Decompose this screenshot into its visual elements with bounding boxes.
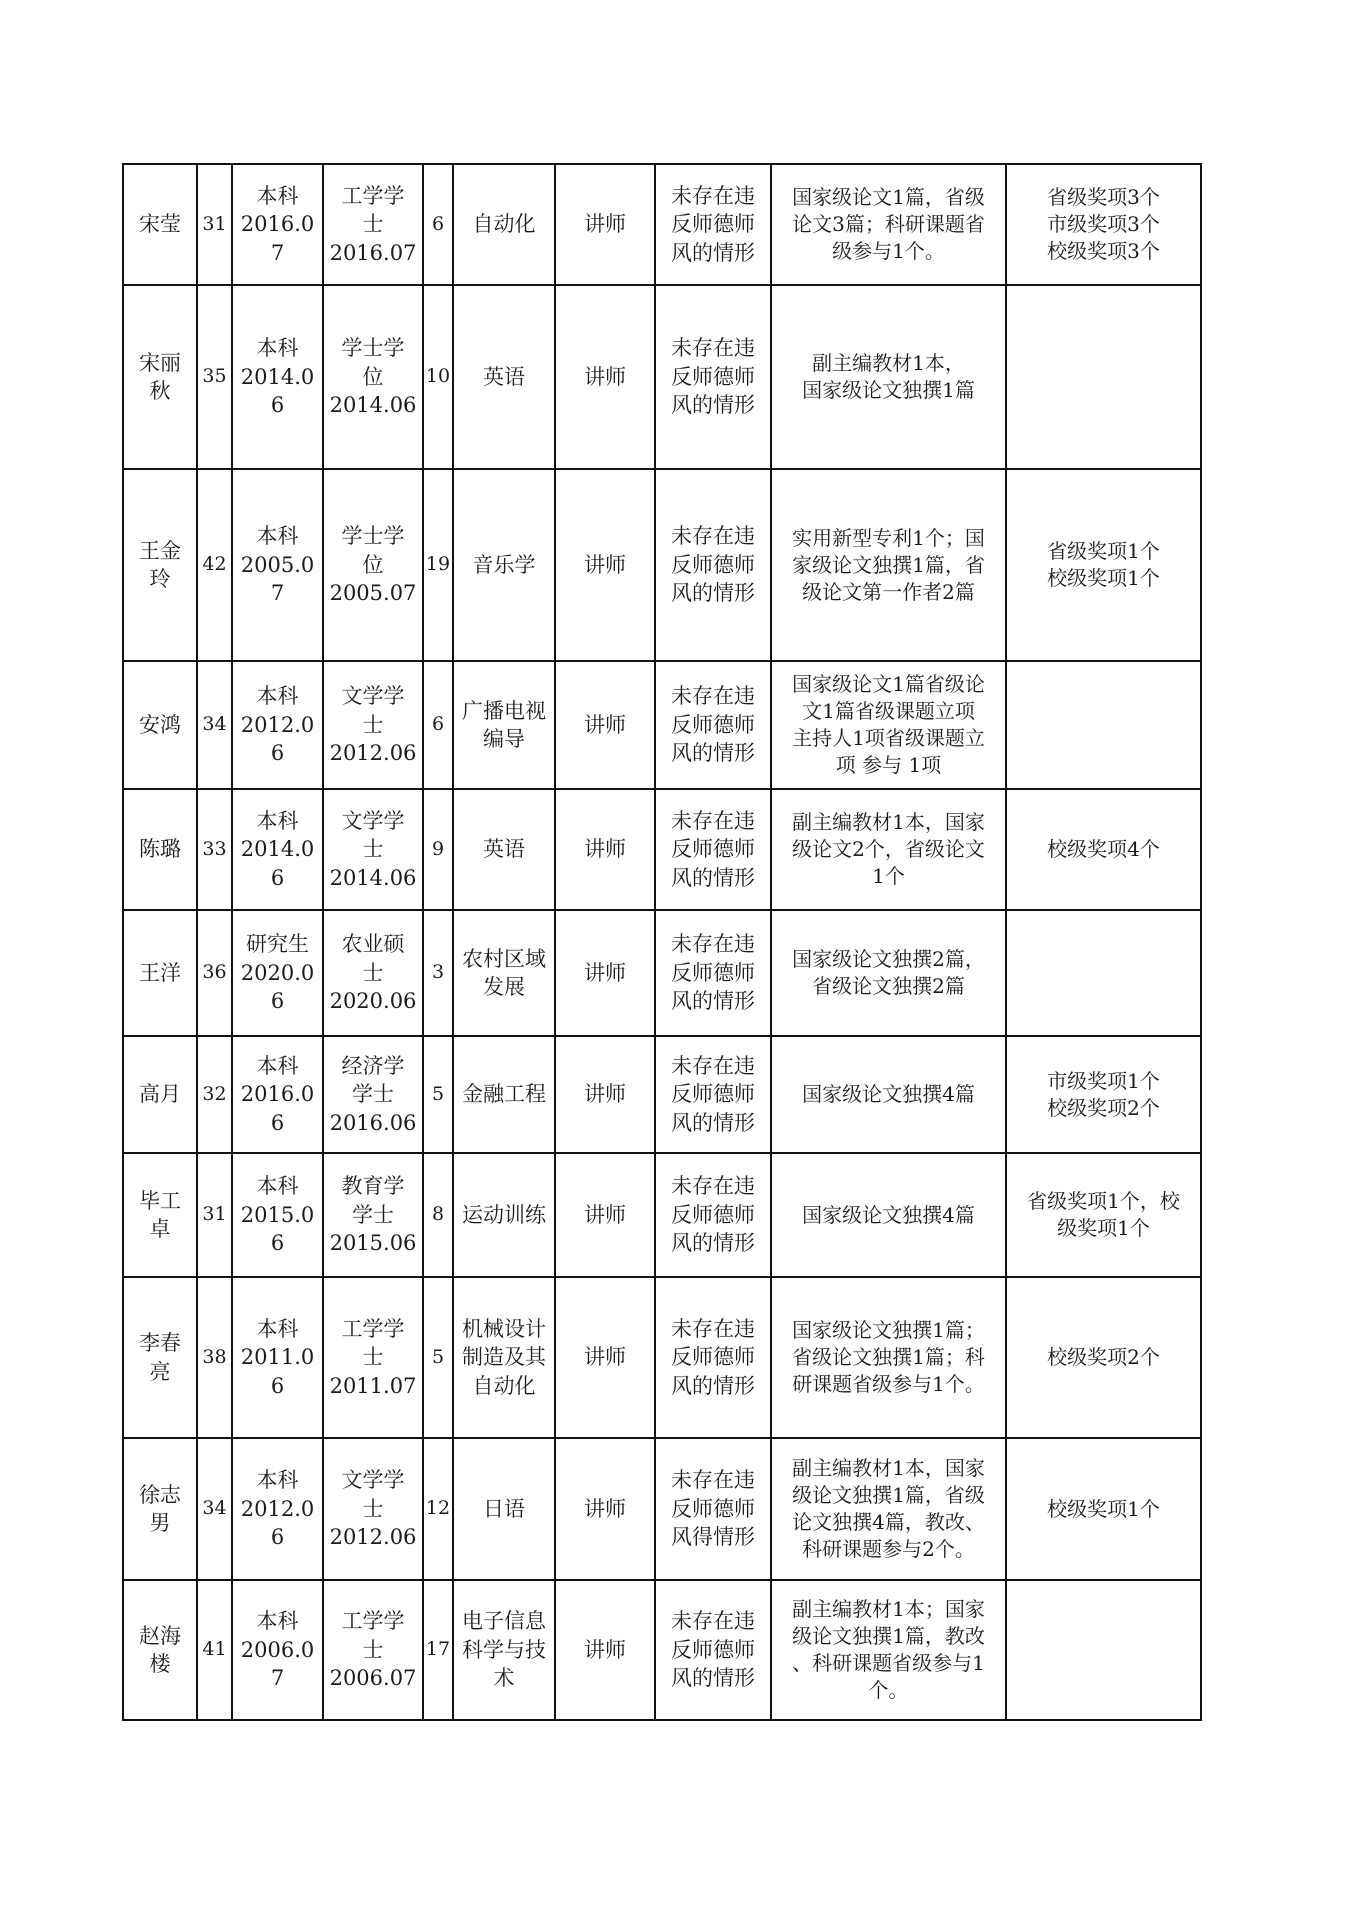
achievements-cell: 副主编教材1本，国家 级论文独撰1篇，省级 论文独撰4篇，教改、 科研课题参与2个。 (771, 1438, 1006, 1580)
age-cell: 38 (197, 1277, 232, 1438)
awards-cell: 省级奖项1个 校级奖项1个 (1006, 469, 1201, 661)
awards-cell: 省级奖项1个，校 级奖项1个 (1006, 1153, 1201, 1277)
title-cell: 讲师 (555, 661, 655, 789)
teaching-years-cell: 10 (423, 285, 453, 469)
achievements-cell: 国家级论文独撰4篇 (771, 1153, 1006, 1277)
title-cell: 讲师 (555, 1036, 655, 1153)
achievements-cell: 国家级论文独撰2篇， 省级论文独撰2篇 (771, 910, 1006, 1036)
age-cell: 35 (197, 285, 232, 469)
education-cell: 本科 2015.06 (232, 1153, 323, 1277)
age-cell: 31 (197, 164, 232, 285)
teacher-table-page (122, 163, 1200, 1721)
table-row (123, 1580, 1201, 1720)
teaching-years-cell: 3 (423, 910, 453, 1036)
education-cell: 本科 2014.06 (232, 285, 323, 469)
ethics-cell: 未存在违 反师德师 风得情形 (655, 1438, 771, 1580)
achievements-cell: 副主编教材1本，国家 级论文2个，省级论文 1个 (771, 789, 1006, 910)
title-cell: 讲师 (555, 164, 655, 285)
major-cell: 英语 (453, 285, 555, 469)
education-cell: 本科 2006.07 (232, 1580, 323, 1720)
teacher-name-cell: 毕工 卓 (123, 1153, 197, 1277)
teacher-name-cell: 宋丽 秋 (123, 285, 197, 469)
achievements-cell: 国家级论文1篇省级论 文1篇省级课题立项 主持人1项省级课题立 项 参与 1项 (771, 661, 1006, 789)
ethics-cell: 未存在违 反师德师 风的情形 (655, 285, 771, 469)
achievements-cell: 副主编教材1本；国家 级论文独撰1篇，教改 、科研课题省级参与1 个。 (771, 1580, 1006, 1720)
awards-cell (1006, 285, 1201, 469)
title-cell: 讲师 (555, 1153, 655, 1277)
education-cell: 本科 2012.06 (232, 1438, 323, 1580)
achievements-cell: 国家级论文1篇，省级 论文3篇；科研课题省 级参与1个。 (771, 164, 1006, 285)
ethics-cell: 未存在违 反师德师 风的情形 (655, 1153, 771, 1277)
table-row (123, 789, 1201, 910)
ethics-cell: 未存在违 反师德师 风的情形 (655, 789, 771, 910)
degree-cell: 工学学 士 2006.07 (323, 1580, 423, 1720)
teaching-years-cell: 12 (423, 1438, 453, 1580)
teaching-years-cell: 17 (423, 1580, 453, 1720)
teacher-name-cell: 徐志 男 (123, 1438, 197, 1580)
title-cell: 讲师 (555, 469, 655, 661)
awards-cell: 省级奖项3个 市级奖项3个 校级奖项3个 (1006, 164, 1201, 285)
major-cell: 日语 (453, 1438, 555, 1580)
awards-cell (1006, 1580, 1201, 1720)
degree-cell: 学士学 位 2014.06 (323, 285, 423, 469)
teacher-name-cell: 王洋 (123, 910, 197, 1036)
major-cell: 农村区域 发展 (453, 910, 555, 1036)
age-cell: 34 (197, 661, 232, 789)
table-row (123, 1153, 1201, 1277)
title-cell: 讲师 (555, 910, 655, 1036)
teaching-years-cell: 8 (423, 1153, 453, 1277)
age-cell: 34 (197, 1438, 232, 1580)
age-cell: 33 (197, 789, 232, 910)
education-cell: 研究生 2020.06 (232, 910, 323, 1036)
teacher-qualification-table (122, 163, 1202, 1721)
table-row (123, 1277, 1201, 1438)
awards-cell: 市级奖项1个 校级奖项2个 (1006, 1036, 1201, 1153)
age-cell: 32 (197, 1036, 232, 1153)
teaching-years-cell: 6 (423, 661, 453, 789)
degree-cell: 文学学 士 2012.06 (323, 661, 423, 789)
major-cell: 金融工程 (453, 1036, 555, 1153)
education-cell: 本科 2016.07 (232, 164, 323, 285)
ethics-cell: 未存在违 反师德师 风的情形 (655, 469, 771, 661)
degree-cell: 文学学 士 2012.06 (323, 1438, 423, 1580)
major-cell: 广播电视 编导 (453, 661, 555, 789)
degree-cell: 农业硕 士 2020.06 (323, 910, 423, 1036)
table-row (123, 285, 1201, 469)
degree-cell: 工学学 士 2016.07 (323, 164, 423, 285)
degree-cell: 工学学 士 2011.07 (323, 1277, 423, 1438)
degree-cell: 经济学 学士 2016.06 (323, 1036, 423, 1153)
teaching-years-cell: 19 (423, 469, 453, 661)
ethics-cell: 未存在违 反师德师 风的情形 (655, 1036, 771, 1153)
age-cell: 36 (197, 910, 232, 1036)
table-row (123, 1438, 1201, 1580)
teacher-name-cell: 安鸿 (123, 661, 197, 789)
awards-cell: 校级奖项2个 (1006, 1277, 1201, 1438)
title-cell: 讲师 (555, 789, 655, 910)
major-cell: 运动训练 (453, 1153, 555, 1277)
ethics-cell: 未存在违 反师德师 风的情形 (655, 164, 771, 285)
major-cell: 英语 (453, 789, 555, 910)
teacher-name-cell: 高月 (123, 1036, 197, 1153)
awards-cell (1006, 910, 1201, 1036)
degree-cell: 学士学 位 2005.07 (323, 469, 423, 661)
teacher-name-cell: 陈璐 (123, 789, 197, 910)
title-cell: 讲师 (555, 1438, 655, 1580)
teacher-name-cell: 宋莹 (123, 164, 197, 285)
achievements-cell: 国家级论文独撰4篇 (771, 1036, 1006, 1153)
title-cell: 讲师 (555, 1277, 655, 1438)
degree-cell: 教育学 学士 2015.06 (323, 1153, 423, 1277)
major-cell: 音乐学 (453, 469, 555, 661)
education-cell: 本科 2014.06 (232, 789, 323, 910)
education-cell: 本科 2005.07 (232, 469, 323, 661)
age-cell: 42 (197, 469, 232, 661)
table-row (123, 910, 1201, 1036)
ethics-cell: 未存在违 反师德师 风的情形 (655, 1277, 771, 1438)
major-cell: 电子信息 科学与技 术 (453, 1580, 555, 1720)
table-row (123, 164, 1201, 285)
teaching-years-cell: 6 (423, 164, 453, 285)
teaching-years-cell: 5 (423, 1277, 453, 1438)
awards-cell: 校级奖项1个 (1006, 1438, 1201, 1580)
achievements-cell: 副主编教材1本， 国家级论文独撰1篇 (771, 285, 1006, 469)
table-row (123, 469, 1201, 661)
achievements-cell: 国家级论文独撰1篇； 省级论文独撰1篇；科 研课题省级参与1个。 (771, 1277, 1006, 1438)
teaching-years-cell: 5 (423, 1036, 453, 1153)
degree-cell: 文学学 士 2014.06 (323, 789, 423, 910)
education-cell: 本科 2011.06 (232, 1277, 323, 1438)
title-cell: 讲师 (555, 1580, 655, 1720)
teacher-name-cell: 赵海 楼 (123, 1580, 197, 1720)
ethics-cell: 未存在违 反师德师 风的情形 (655, 910, 771, 1036)
age-cell: 31 (197, 1153, 232, 1277)
teacher-name-cell: 李春 亮 (123, 1277, 197, 1438)
major-cell: 自动化 (453, 164, 555, 285)
ethics-cell: 未存在违 反师德师 风的情形 (655, 1580, 771, 1720)
age-cell: 41 (197, 1580, 232, 1720)
achievements-cell: 实用新型专利1个；国 家级论文独撰1篇，省 级论文第一作者2篇 (771, 469, 1006, 661)
education-cell: 本科 2012.06 (232, 661, 323, 789)
teaching-years-cell: 9 (423, 789, 453, 910)
education-cell: 本科 2016.06 (232, 1036, 323, 1153)
awards-cell (1006, 661, 1201, 789)
table-row (123, 1036, 1201, 1153)
title-cell: 讲师 (555, 285, 655, 469)
table-row (123, 661, 1201, 789)
awards-cell: 校级奖项4个 (1006, 789, 1201, 910)
ethics-cell: 未存在违 反师德师 风的情形 (655, 661, 771, 789)
teacher-name-cell: 王金 玲 (123, 469, 197, 661)
major-cell: 机械设计 制造及其 自动化 (453, 1277, 555, 1438)
